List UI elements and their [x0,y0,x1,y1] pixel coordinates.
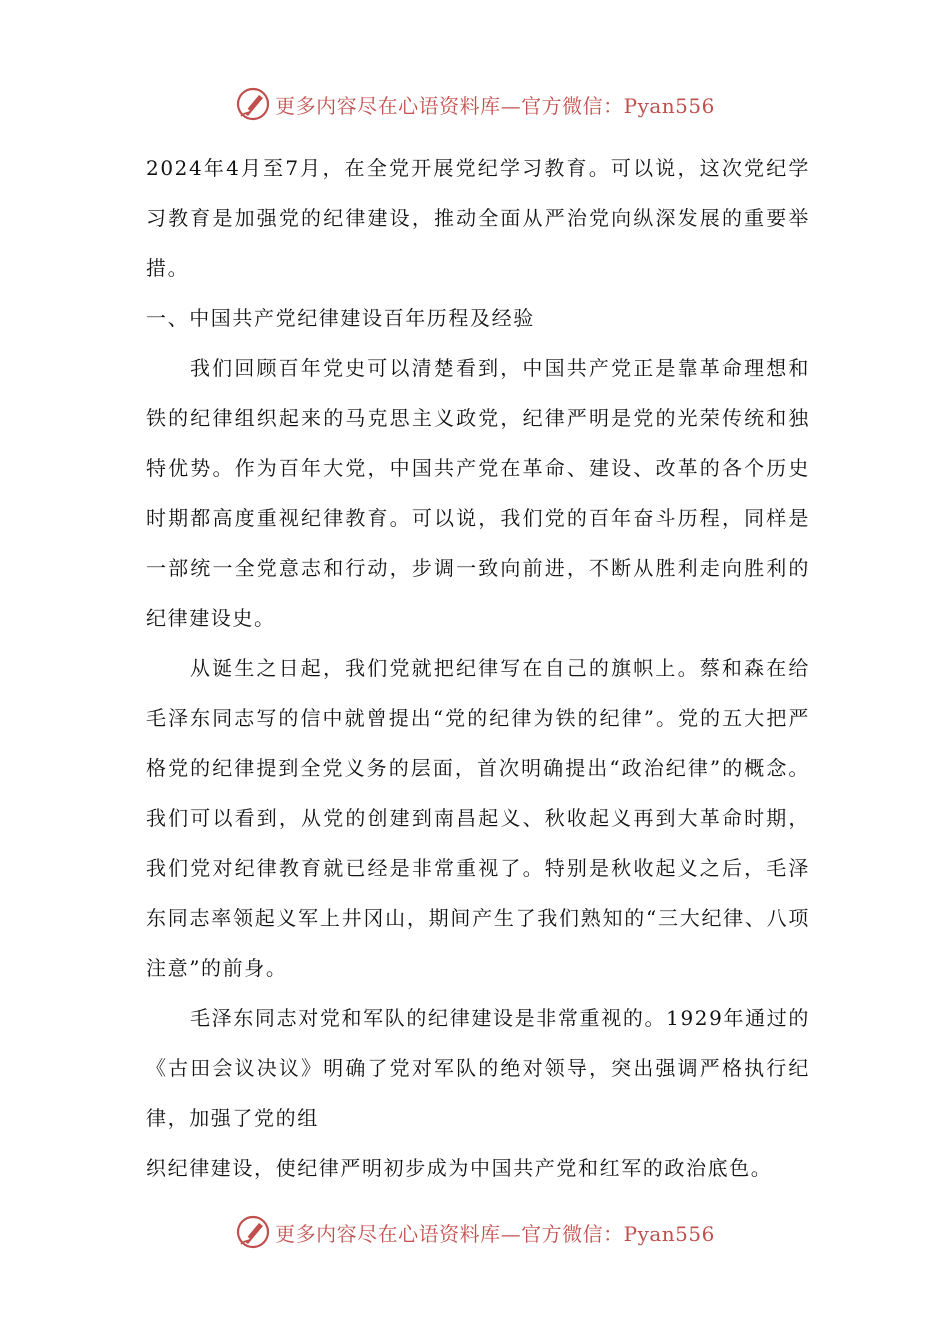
pen-nib-logo-icon [235,1214,271,1250]
paragraph-2: 从诞生之日起，我们党就把纪律写在自己的旗帜上。蔡和森在给毛泽东同志写的信中就曾提出“党的纪律为铁的纪律”。党的五大把严格党的纪律提到全党义务的层面，首次明确提出“政治纪律”的概念。我们可以看到，从党的创建到南昌起义、秋收起义再到大革命时期，我们党对纪律教育就已经是非常重视了。特别是秋收起义之后，毛泽东同志率领起义军上井冈山，期间产生了我们熟知的“三大纪律、八项注意”的前身。 [146,656,810,980]
paragraph-3: 毛泽东同志对党和军队的纪律建设是非常重视的。1929年通过的《古田会议决议》明确了党对军队的绝对领导，突出强调严格执行纪律，加强了党的组 [146,1006,810,1130]
header-banner-text: 更多内容尽在心语资料库—官方微信：Pyan556 [275,93,715,118]
section-heading: 一、中国共产党纪律建设百年历程及经验 [146,306,535,330]
paragraph-3-continuation: 织纪律建设，使纪律严明初步成为中国共产党和红军的政治底色。 [146,1156,773,1180]
footer-banner [0,1210,950,1254]
document-body [146,143,810,1193]
footer-banner-text: 更多内容尽在心语资料库—官方微信：Pyan556 [275,1221,715,1246]
header-banner [0,82,950,126]
pen-nib-logo-icon [235,86,271,122]
paragraph-1: 我们回顾百年党史可以清楚看到，中国共产党正是靠革命理想和铁的纪律组织起来的马克思主义政党，纪律严明是党的光荣传统和独特优势。作为百年大党，中国共产党在革命、建设、改革的各个历史时期都高度重视纪律教育。可以说，我们党的百年奋斗历程，同样是一部统一全党意志和行动，步调一致向前进，不断从胜利走向胜利的纪律建设史。 [146,356,810,630]
intro-paragraph: 2024年4月至7月，在全党开展党纪学习教育。可以说，这次党纪学习教育是加强党的纪律建设，推动全面从严治党向纵深发展的重要举措。 [146,156,810,280]
